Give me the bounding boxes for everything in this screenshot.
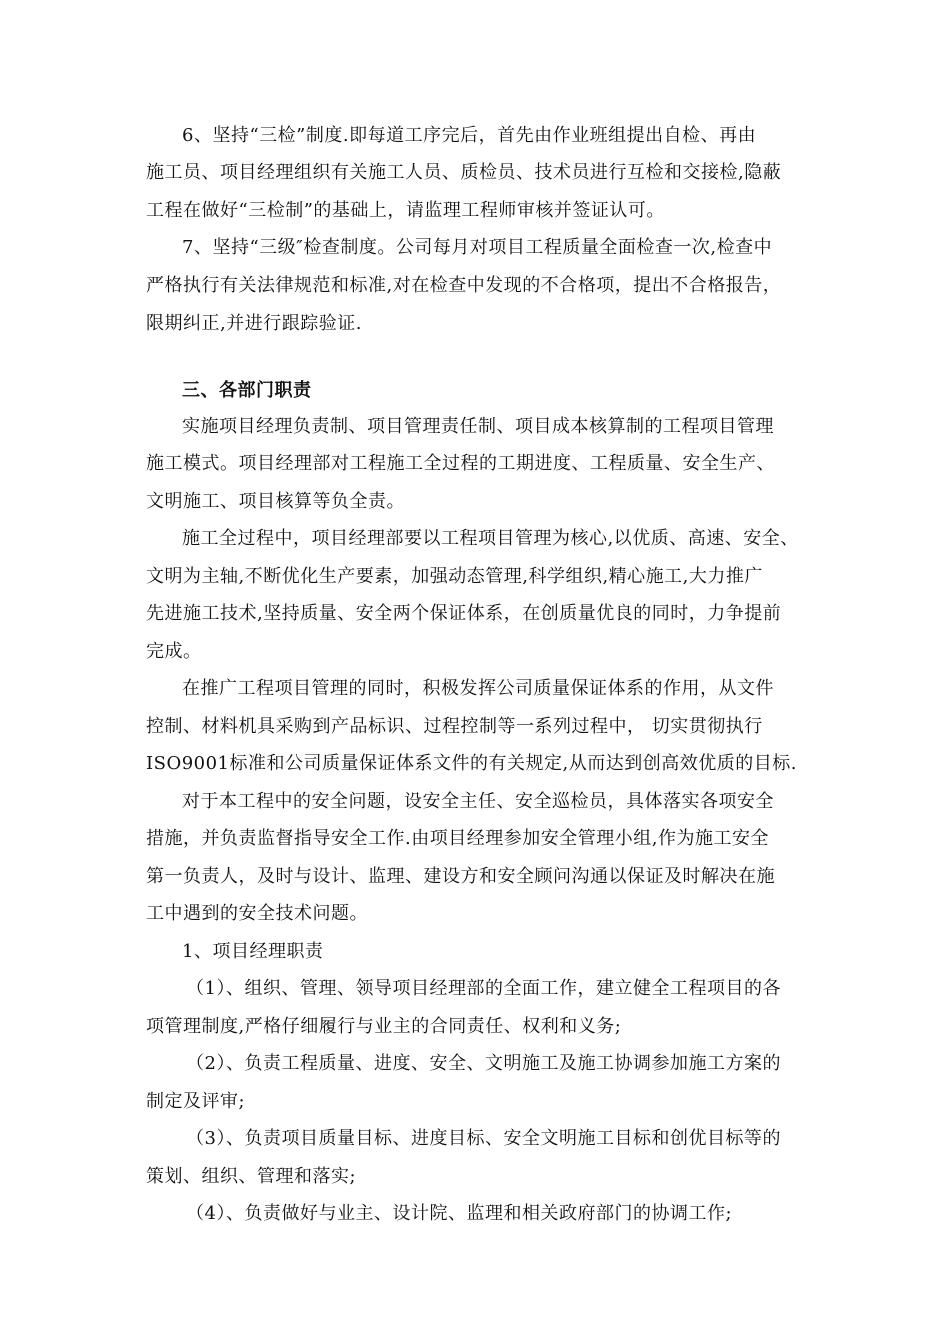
duty-4-line-1: （4）、负责做好与业主、设计院、监理和相关政府部门的协调工作; bbox=[186, 1203, 733, 1224]
duty-2-line-2: 制定及评审; bbox=[146, 1091, 246, 1112]
section-para-4-line-2: 措施，并负责监督指导安全工作.由项目经理参加安全管理小组,作为施工安全 bbox=[146, 828, 769, 849]
section-para-2-line-2: 文明为主轴,不断优化生产要素，加强动态管理,科学组织,精心施工,大力推广 bbox=[146, 566, 763, 587]
paragraph-6-line-3: 工程在做好“三检制”的基础上，请监理工程师审核并签证认可。 bbox=[146, 200, 665, 221]
duty-1-line-2: 项管理制度,严格仔细履行与业主的合同责任、权利和义务; bbox=[146, 1016, 622, 1037]
section-para-1-line-3: 文明施工、项目核算等负全责。 bbox=[146, 491, 405, 512]
section-para-3-line-2: 控制、材料机具采购到产品标识、过程控制等一系列过程中， 切实贯彻执行 bbox=[146, 716, 763, 737]
paragraph-6-line-1: 6、坚持“三检”制度.即每道工序完后，首先由作业班组提出自检、再由 bbox=[182, 125, 757, 146]
section-para-2-line-3: 先进施工技术,坚持质量、安全两个保证体系，在创质量优良的同时，力争提前 bbox=[146, 603, 782, 624]
section-para-4-line-1: 对于本工程中的安全问题，设安全主任、安全巡检员，具体落实各项安全 bbox=[182, 791, 774, 812]
section-para-2-line-1: 施工全过程中，项目经理部要以工程项目管理为核心,以优质、高速、安全、 bbox=[182, 528, 799, 549]
duty-3-line-2: 策划、组织、管理和落实; bbox=[146, 1166, 357, 1187]
section-para-4-line-4: 工中遇到的安全技术问题。 bbox=[146, 903, 368, 924]
duty-2-line-1: （2）、负责工程质量、进度、安全、文明施工及施工协调参加施工方案的 bbox=[186, 1053, 781, 1074]
section-para-4-line-3: 第一负责人，及时与设计、监理、建设方和安全顾问沟通以保证及时解决在施 bbox=[146, 866, 775, 887]
duty-3-line-1: （3）、负责项目质量目标、进度目标、安全文明施工目标和创优目标等的 bbox=[186, 1128, 781, 1149]
section-heading: 三、各部门职责 bbox=[182, 380, 312, 401]
section-para-2-line-4: 完成。 bbox=[146, 641, 202, 662]
section-para-1-line-1: 实施项目经理负责制、项目管理责任制、项目成本核算制的工程项目管理 bbox=[182, 416, 774, 437]
paragraph-7-line-2: 严格执行有关法律规范和标准,对在检查中发现的不合格项，提出不合格报告， bbox=[146, 275, 782, 296]
section-para-3-line-3: ISO9001标准和公司质量保证体系文件的有关规定,从而达到创高效优质的目标. bbox=[146, 753, 797, 774]
paragraph-7-line-3: 限期纠正,并进行跟踪验证. bbox=[146, 313, 362, 334]
subsection-heading: 1、项目经理职责 bbox=[182, 941, 324, 962]
paragraph-7-line-1: 7、坚持“三级″检查制度。公司每月对项目工程质量全面检查一次,检查中 bbox=[182, 237, 773, 258]
duty-1-line-1: （1）、组织、管理、领导项目经理部的全面工作，建立健全工程项目的各 bbox=[186, 978, 781, 999]
paragraph-6-line-2: 施工员、项目经理组织有关施工人员、质检员、技术员进行互检和交接检,隐蔽 bbox=[146, 162, 782, 183]
section-para-3-line-1: 在推广工程项目管理的同时，积极发挥公司质量保证体系的作用，从文件 bbox=[182, 678, 774, 699]
section-para-1-line-2: 施工模式。项目经理部对工程施工全过程的工期进度、工程质量、安全生产、 bbox=[146, 453, 775, 474]
